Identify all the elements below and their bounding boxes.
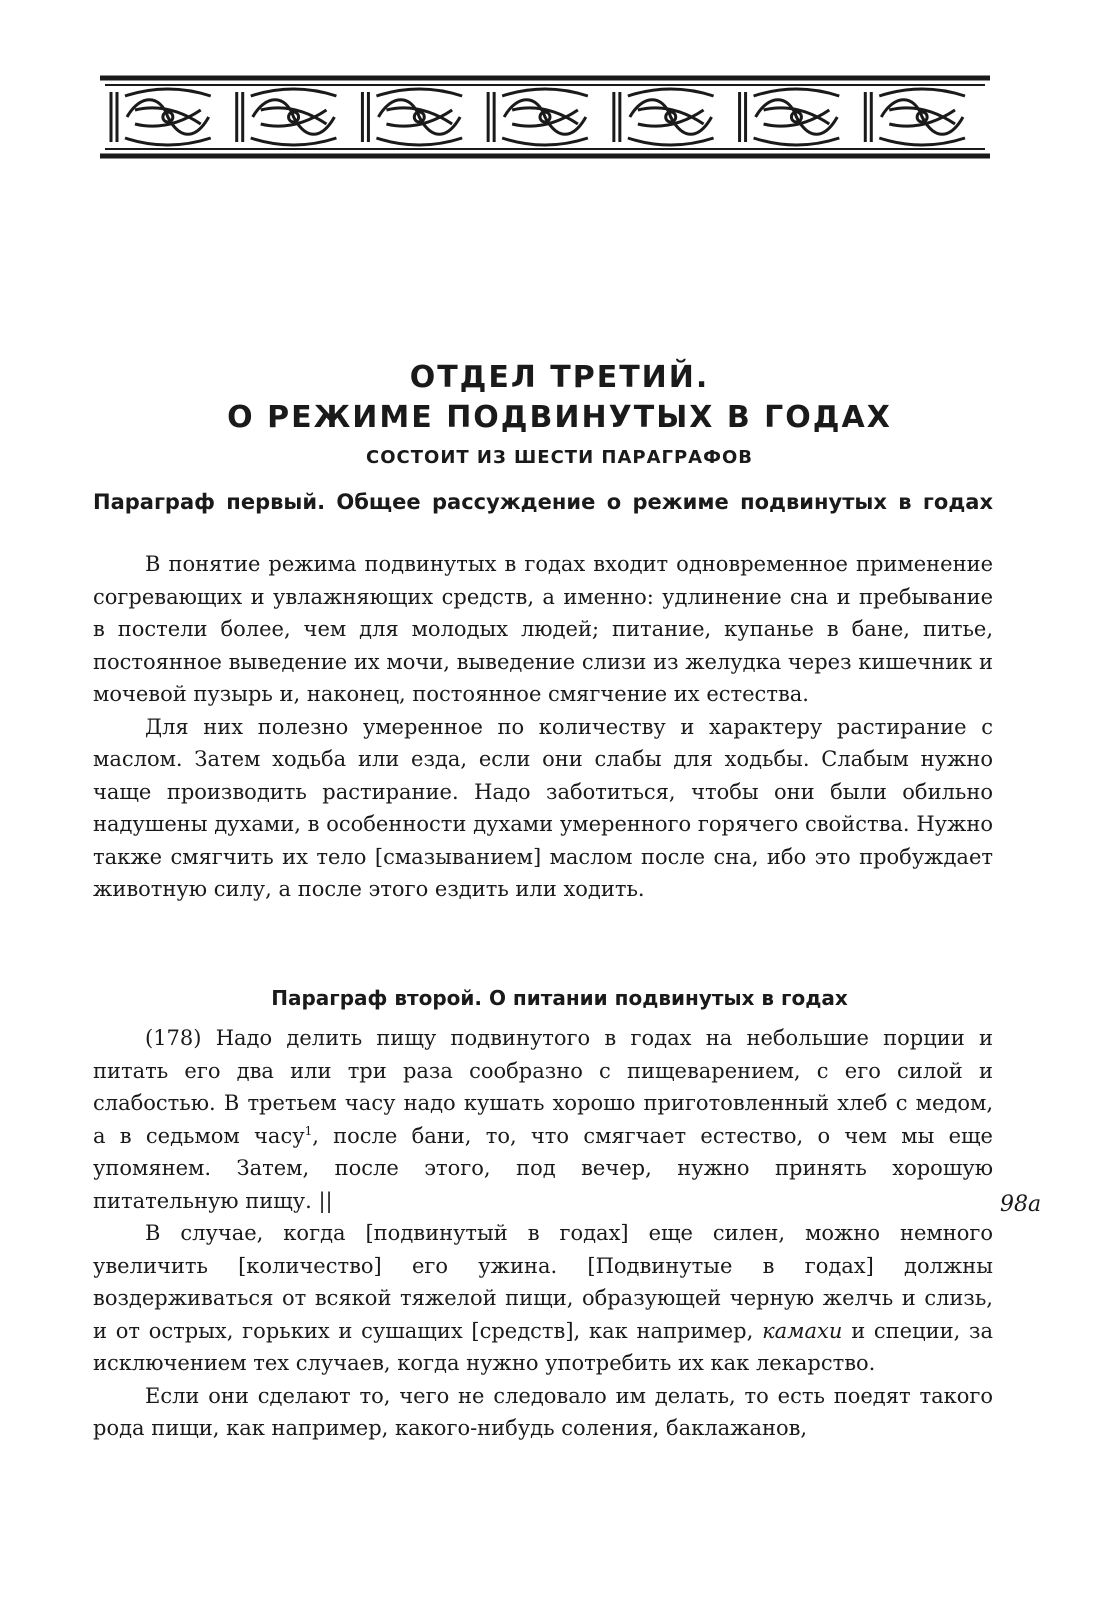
paragraph2-text-1b: , после бани, то, что смягчает естество, о чем мы еще упомянем. Затем, после этого, под вечер, нужно принять хорошую питательную пищу. || [93,1123,993,1213]
footnote-marker: 1 [304,1123,313,1138]
section-title [0,358,1119,438]
paragraph2-text-1 [93,1022,993,1217]
ornament-unit [488,89,588,145]
section-title-line2: О РЕЖИМЕ ПОДВИНУТЫХ В ГОДАХ [227,400,892,435]
ornament-unit [614,89,714,145]
paragraph1-body [93,548,993,906]
paragraph1-text-1: В понятие режима подвинутых в годах входит одновременное применение согревающих и увлажняющих средств, а именно: удлинение сна и пребывание в постели более, чем для молодых людей; питание, купанье в бане, питье, постоянное выведение их мочи, выведение слизи из желудка через кишечник и мочевой пузырь и, наконец, постоянное смягчение их естества. [93,552,993,706]
decorative-ornament-band [95,72,995,162]
paragraph2-text-3: Если они сделают то, чего не следовало им делать, то есть поедят такого рода пищи, как например, какого-нибудь соления, баклажанов, [93,1383,993,1440]
paragraph1-text-2: Для них полезно умеренное по количеству и характеру растирание с маслом. Затем ходьба или езда, если они слабы для ходьбы. Слабым нужно чаще производить растирание. Надо заботиться, чтобы они были обильно надушены духами, в особенности духами умеренного горячего свойства. Нужно также смягчить их тело [смазыванием] маслом после сна, ибо это пробуждает животную силу, а после этого ездить или ходить. [93,714,993,901]
ornament-unit [237,89,337,145]
ornament-unit [740,89,840,145]
paragraph2-text-2a: В случае, когда [подвинутый в годах] еще силен, можно немного увеличить [количество] его ужина. [Подвинутые в годах] должны воздерживаться от всякой тяжелой пищи, образующей черную желчь и слизь, и от острых, горьких и сушащих [средств], как например, [93,1221,993,1343]
margin-page-number: 98a [1000,1192,1042,1217]
italic-term: камахи [762,1318,843,1343]
paragraph2-text-2b: и специи, за исключением тех случаев, когда нужно употребить их как лекарство. [93,1318,993,1375]
paragraph2-text-2 [93,1217,993,1380]
paragraph2-body [93,1022,993,1445]
ornament-unit [111,89,211,145]
paragraph2-text-1a: (178) Надо делить пищу подвинутого в годах на небольшие порции и питать его два или три раза сообразно с пищеварением, с его силой и слабостью. В третьем часу надо кушать хорошо приготовленный хлеб с медом, а в седьмом часу [93,1026,993,1148]
paragraph2-title: Параграф второй. О питании подвинутых в годах [271,986,848,1010]
paragraph1-title: Параграф первый. Общее рассуждение о режиме подвинутых в годах [93,490,993,514]
section-subtitle: СОСТОИТ ИЗ ШЕСТИ ПАРАГРАФОВ [366,447,753,468]
ornament-unit [362,89,462,145]
section-title-line1: ОТДЕЛ ТРЕТИЙ. [409,360,710,395]
ornament-unit [865,89,965,145]
